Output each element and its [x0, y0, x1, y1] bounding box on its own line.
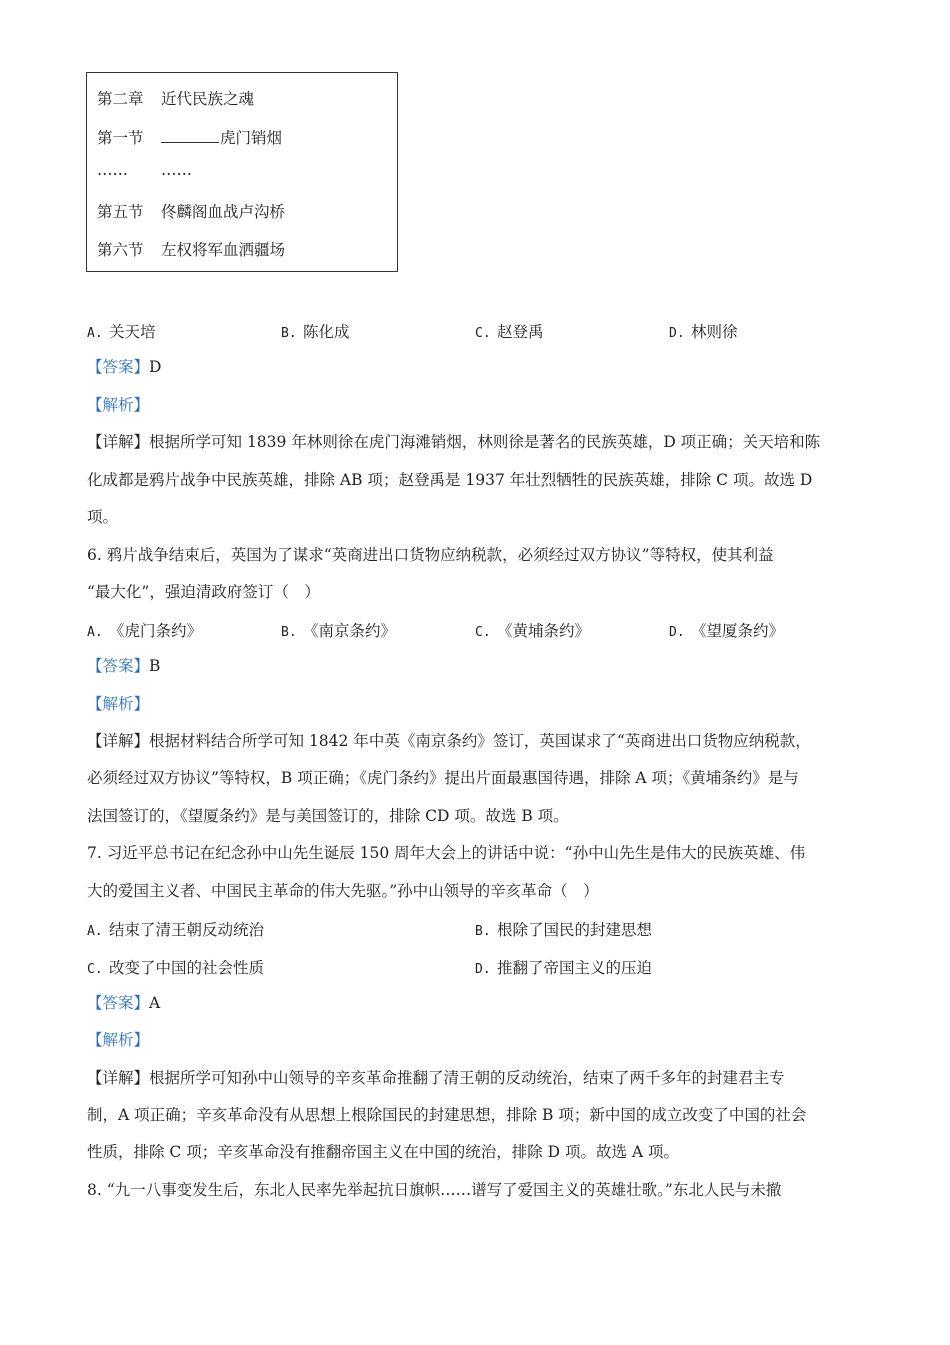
q7-detail-line-3: 性质，排除 C 项；辛亥革命没有推翻帝国主义在中国的统治，排除 D 项。故选 A 项。: [87, 1143, 680, 1161]
q7-detail-line-2: 制，A 项正确；辛亥革命没有从思想上根除国民的封建思想，排除 B 项；新中国的成立改变了中国的社会: [87, 1106, 807, 1124]
q6-answer: 【答案】B: [87, 657, 161, 675]
q5-detail-line-1: 【详解】根据所学可知 1839 年林则徐在虎门海滩销烟，林则徐是著名的民族英雄，D 项正确；关天培和陈: [87, 433, 821, 451]
q6-detail-line-1: 【详解】根据材料结合所学可知 1842 年中英《南京条约》签订，英国谋求了“英商进出口货物应纳税款，: [87, 732, 811, 750]
q6-stem-line-2: “最大化”，强迫清政府签订（ ）: [87, 583, 320, 601]
q5-analysis-label: 【解析】: [87, 396, 150, 414]
q6-option-c: C. 《黄埔条约》: [475, 622, 591, 640]
q5-detail-line-2: 化成都是鸦片战争中民族英雄，排除 AB 项；赵登禹是 1937 年壮烈牺牲的民族英雄，排除 C 项。故选 D: [87, 471, 813, 489]
toc-box: [86, 72, 398, 272]
q7-answer: 【答案】A: [87, 994, 161, 1012]
q5-option-c: C. 赵登禹: [475, 323, 544, 341]
q7-option-a: A. 结束了清王朝反动统治: [87, 921, 265, 939]
q7-option-c: C. 改变了中国的社会性质: [87, 959, 265, 977]
toc-section-5: 第五节 佟麟阁血战卢沟桥: [97, 203, 286, 221]
q6-analysis-label: 【解析】: [87, 695, 150, 713]
q7-analysis-label: 【解析】: [87, 1031, 150, 1049]
q6-stem-line-1: 6. 鸦片战争结束后，英国为了谋求“英商进出口货物应纳税款，必须经过双方协议”等特权，使其利益: [87, 546, 774, 564]
q6-detail-line-3: 法国签订的，《望厦条约》是与美国签订的，排除 CD 项。故选 B 项。: [87, 807, 569, 825]
q7-stem-line-1: 7. 习近平总书记在纪念孙中山先生诞辰 150 周年大会上的讲话中说：“孙中山先生是伟大的民族英雄、伟: [87, 844, 806, 862]
q8-stem-line-1: 8. “九一八事变发生后，东北人民率先举起抗日旗帜……谱写了爱国主义的英雄壮歌。”东北人民与未撤: [87, 1181, 782, 1199]
q5-answer: 【答案】D: [87, 358, 162, 376]
q7-detail-line-1: 【详解】根据所学可知孙中山领导的辛亥革命推翻了清王朝的反动统治，结束了两千多年的封建君主专: [87, 1069, 785, 1087]
q6-option-b: B. 《南京条约》: [281, 622, 397, 640]
toc-section-6: 第六节 左权将军血洒疆场: [97, 241, 286, 259]
q7-stem-line-2: 大的爱国主义者、中国民主革命的伟大先驱。”孙中山领导的辛亥革命（ ）: [87, 882, 599, 900]
q5-option-d: D. 林则徐: [669, 323, 738, 341]
toc-ellipsis: …… ……: [97, 161, 192, 179]
q5-option-a: A. 关天培: [87, 323, 156, 341]
q5-option-b: B. 陈化成: [281, 323, 350, 341]
q7-option-d: D. 推翻了帝国主义的压迫: [475, 959, 653, 977]
toc-section-1: 第一节 虎门销烟: [97, 129, 283, 147]
q5-detail-line-3: 项。: [87, 508, 119, 526]
q6-option-d: D. 《望厦条约》: [669, 622, 785, 640]
toc-chapter: 第二章 近代民族之魂: [97, 90, 255, 108]
q6-detail-line-2: 必须经过双方协议”等特权，B 项正确；《虎门条约》提出片面最惠国待遇，排除 A 项；《黄埔条约》是与: [87, 769, 799, 787]
q6-option-a: A. 《虎门条约》: [87, 622, 203, 640]
fill-blank: [161, 130, 219, 143]
q7-option-b: B. 根除了国民的封建思想: [475, 921, 653, 939]
